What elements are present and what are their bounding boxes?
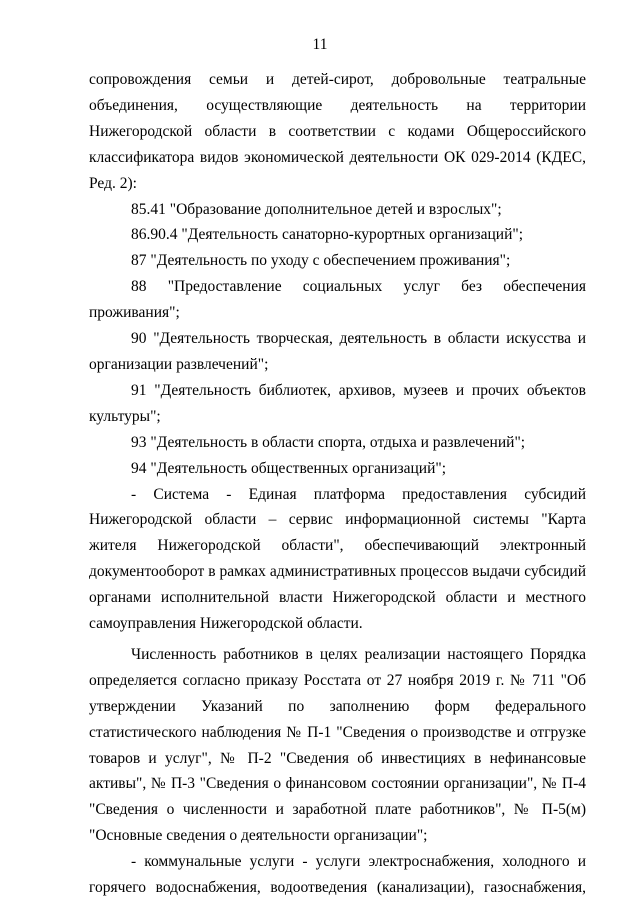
paragraph-okved-90: 90 "Деятельность творческая, деятельность в области искусства и организации развлечений"; [89,330,586,373]
page-number: 11 [312,36,328,53]
paragraph-employee-count: Численность работников в целях реализации настоящего Порядка определяется согласно приказу Росстата от 27 ноября 2019 г. № 711 "Об утверждении Указаний по заполнению форм федерального статистического наблюдения № П-1 "Сведения о производстве и отгрузке товаров и услуг", № П-2 "Сведения об инвестициях в нефинансовые активы", № П-3 "Сведения о финансовом состоянии организации", № П-4 "Сведения о численности и заработной плате работников", № П-5(м) "Основные сведения о деятельности организации"; [89,645,586,845]
paragraph-okved-85-41: 85.41 "Образование дополнительное детей и взрослых"; [131,200,502,218]
paragraph-okved-88: 88 "Предоставление социальных услуг без обеспечения проживания"; [89,278,586,322]
paragraph-okved-86-90-4: 86.90.4 "Деятельность санаторно-курортных организаций"; [131,226,524,244]
paragraph-okved-87: 87 "Деятельность по уходу с обеспечением проживания"; [131,252,511,270]
paragraph-intro-continuation: сопровождения семьи и детей-сирот, добровольные театральные объединения, осуществляющие деятельность на территории Нижегородской области в соответствии с кодами Общероссийского классификатора видов экономической деятельности ОК 029-2014 (КДЕС, Ред. 2): [89,71,586,192]
paragraph-definition-system: - Система - Единая платформа предоставления субсидий Нижегородской области – сервис информационной системы "Карта жителя Нижегородской области", обеспечивающий электронный документооборот в рамках административных процессов выдачи субсидий органами исполнительной власти Нижегородской области и местного самоуправления Нижегородской области. [89,485,586,633]
paragraph-definition-utilities: - коммунальные услуги - услуги электроснабжения, холодного и горячего водоснабжения, водоотведения (канализации), газоснабжения, [89,853,586,897]
paragraph-okved-91: 91 "Деятельность библиотек, архивов, музеев и прочих объектов культуры"; [89,381,586,425]
document-body [89,67,586,901]
paragraph-okved-93: 93 "Деятельность в области спорта, отдыха и развлечений"; [131,433,526,451]
paragraph-okved-94: 94 "Деятельность общественных организаций"; [131,459,447,477]
